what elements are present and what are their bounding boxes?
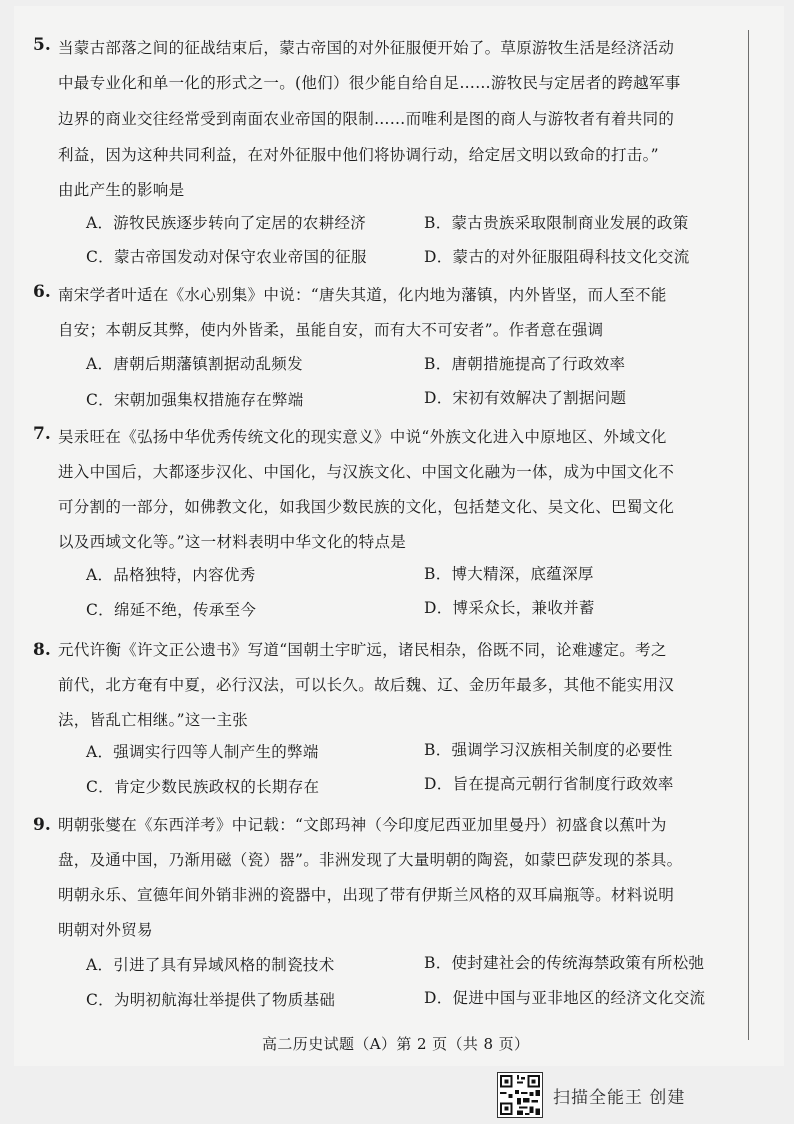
question-text-line: 法，皆乱亡相继。”这一主张	[58, 711, 249, 729]
question-number: 8.	[33, 640, 51, 660]
option-d: D．博采众长，兼收并蓄	[424, 599, 595, 617]
question-text-line: 前代，北方奄有中夏，必行汉法，可以长久。故后魏、辽、金历年最多，其他不能实用汉	[58, 676, 675, 694]
question-text-line: 可分割的一部分，如佛教文化，如我国少数民族的文化，包括楚文化、吴文化、巴蜀文化	[58, 498, 675, 516]
option-c: C．为明初航海壮举提供了物质基础	[86, 991, 336, 1009]
option-c: C．肯定少数民族政权的长期存在	[86, 778, 320, 796]
question-text-line: 边界的商业交往经常受到南面农业帝国的限制……而唯利是图的商人与游牧者有着共同的	[58, 110, 675, 128]
question-text-line: 南宋学者叶适在《水心别集》中说：“唐失其道，化内地为藩镇，内外皆坚，而人至不能	[58, 286, 667, 304]
question-text-line: 中最专业化和单一化的形式之一。(他们）很少能自给自足……游牧民与定居者的跨越军事	[58, 74, 681, 92]
question-text-line: 吴汞旺在《弘扬中华优秀传统文化的现实意义》中说“外族文化进入中原地区、外域文化	[58, 428, 667, 446]
question-number: 6.	[33, 282, 51, 302]
option-d: D．蒙古的对外征服阻碍科技文化交流	[424, 248, 690, 266]
question-text-line: 元代许衡《许文正公遗书》写道“国朝土宇旷远，诸民相杂，俗既不同，论难遽定。考之	[58, 641, 667, 659]
question-text-line: 当蒙古部落之间的征战结束后，蒙古帝国的对外征服便开始了。草原游牧生活是经济活动	[58, 39, 675, 57]
option-a: A．品格独特，内容优秀	[86, 566, 256, 584]
scanner-watermark-text: 扫描全能王 创建	[553, 1088, 686, 1108]
question-text-line: 明朝永乐、宣德年间外销非洲的瓷器中，出现了带有伊斯兰风格的双耳扁瓶等。材料说明	[58, 886, 675, 904]
question-text-line: 自安；本朝反其弊，使内外皆柔，虽能自安，而有大不可安者”。作者意在强调	[58, 321, 604, 339]
question-number: 7.	[33, 424, 51, 444]
question-text-line: 盘，及通中国，乃渐用磁（瓷）器”。非洲发现了大量明朝的陶瓷，如蒙巴萨发现的茶具。	[58, 851, 683, 869]
option-b: B．唐朝措施提高了行政效率	[424, 355, 626, 373]
option-d: D．宋初有效解决了割据问题	[424, 389, 627, 407]
option-a: A．游牧民族逐步转向了定居的农耕经济	[86, 214, 367, 232]
option-b: B．使封建社会的传统海禁政策有所松弛	[424, 954, 705, 972]
question-text-line: 以及西域文化等。”这一材料表明中华文化的特点是	[58, 533, 407, 551]
question-text-line: 利益，因为这种共同利益，在对外征服中他们将协调行动，给定居文明以致命的打击。”	[58, 146, 659, 164]
question-number: 9.	[33, 815, 51, 835]
option-b: B．博大精深，底蕴深厚	[424, 565, 594, 583]
option-c: C．蒙古帝国发动对保守农业帝国的征服	[86, 248, 367, 266]
page-footer: 高二历史试题（A）第 2 页（共 8 页）	[262, 1035, 530, 1053]
question-number: 5.	[33, 35, 51, 55]
option-b: B．强调学习汉族相关制度的必要性	[424, 741, 673, 759]
qr-code-icon	[497, 1072, 543, 1118]
option-d: D．促进中国与亚非地区的经济文化交流	[424, 989, 706, 1007]
option-d: D．旨在提高元朝行省制度行政效率	[424, 775, 674, 793]
question-text-line: 由此产生的影响是	[58, 181, 185, 199]
page-border-line	[748, 30, 749, 1040]
option-b: B．蒙古贵族采取限制商业发展的政策	[424, 214, 689, 232]
option-a: A．强调实行四等人制产生的弊端	[86, 743, 319, 761]
question-text-line: 明朝张燮在《东西洋考》中记载：“文郎玛神（今印度尼西亚加里曼丹）初盛食以蕉叶为	[58, 816, 667, 834]
option-a: A．唐朝后期藩镇割据动乱频发	[86, 355, 303, 373]
question-text-line: 进入中国后，大都逐步汉化、中国化，与汉族文化、中国文化融为一体，成为中国文化不	[58, 463, 675, 481]
option-a: A．引进了具有异域风格的制瓷技术	[86, 956, 335, 974]
question-text-line: 明朝对外贸易	[58, 921, 153, 939]
option-c: C．绵延不绝，传承至今	[86, 601, 257, 619]
option-c: C．宋朝加强集权措施存在弊端	[86, 391, 304, 409]
